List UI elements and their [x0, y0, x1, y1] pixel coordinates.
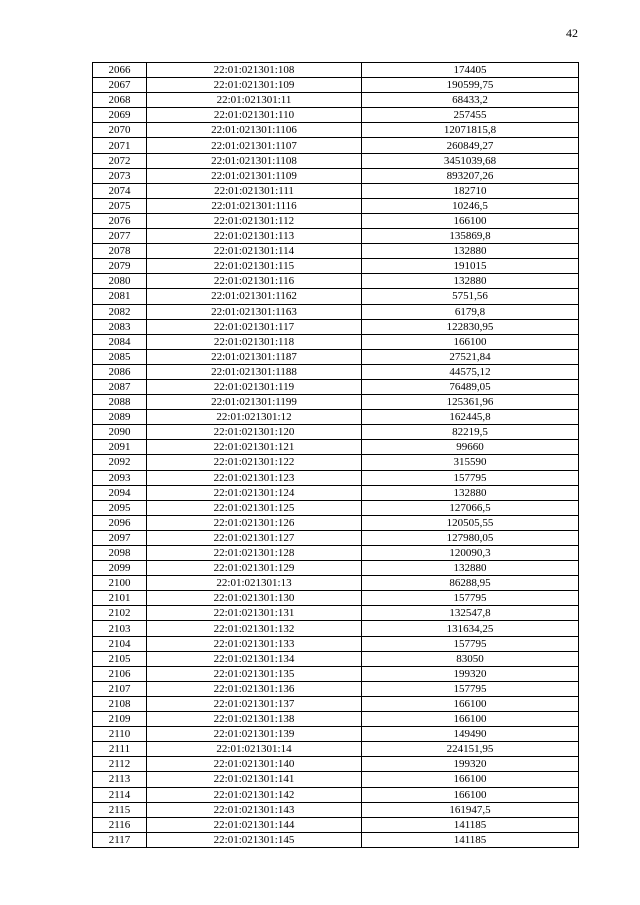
cadastral-number-cell: 22:01:021301:14 — [147, 742, 362, 757]
cadastral-number-cell: 22:01:021301:138 — [147, 712, 362, 727]
table-row — [93, 304, 579, 319]
row-number-cell: 2069 — [93, 108, 147, 123]
table-row — [93, 108, 579, 123]
cadastral-number-cell: 22:01:021301:130 — [147, 591, 362, 606]
value-cell: 157795 — [362, 591, 579, 606]
data-table — [92, 62, 579, 848]
table-row — [93, 666, 579, 681]
table-row — [93, 425, 579, 440]
cadastral-number-cell: 22:01:021301:137 — [147, 696, 362, 711]
table-row — [93, 742, 579, 757]
cadastral-number-cell: 22:01:021301:111 — [147, 183, 362, 198]
table-row — [93, 515, 579, 530]
table-row — [93, 561, 579, 576]
cadastral-number-cell: 22:01:021301:127 — [147, 530, 362, 545]
row-number-cell: 2110 — [93, 727, 147, 742]
row-number-cell: 2097 — [93, 530, 147, 545]
cadastral-number-cell: 22:01:021301:118 — [147, 334, 362, 349]
value-cell: 157795 — [362, 470, 579, 485]
table-row — [93, 651, 579, 666]
row-number-cell: 2103 — [93, 621, 147, 636]
value-cell: 141185 — [362, 832, 579, 847]
value-cell: 120090,3 — [362, 546, 579, 561]
value-cell: 132880 — [362, 274, 579, 289]
row-number-cell: 2112 — [93, 757, 147, 772]
cadastral-number-cell: 22:01:021301:1199 — [147, 395, 362, 410]
table-row — [93, 274, 579, 289]
table-row — [93, 591, 579, 606]
cadastral-number-cell: 22:01:021301:134 — [147, 651, 362, 666]
cadastral-number-cell: 22:01:021301:11 — [147, 93, 362, 108]
row-number-cell: 2111 — [93, 742, 147, 757]
row-number-cell: 2076 — [93, 213, 147, 228]
cadastral-number-cell: 22:01:021301:121 — [147, 440, 362, 455]
value-cell: 131634,25 — [362, 621, 579, 636]
row-number-cell: 2094 — [93, 485, 147, 500]
value-cell: 6179,8 — [362, 304, 579, 319]
row-number-cell: 2066 — [93, 63, 147, 78]
row-number-cell: 2072 — [93, 153, 147, 168]
row-number-cell: 2080 — [93, 274, 147, 289]
table-row — [93, 289, 579, 304]
cadastral-number-cell: 22:01:021301:1116 — [147, 198, 362, 213]
row-number-cell: 2070 — [93, 123, 147, 138]
table-row — [93, 78, 579, 93]
value-cell: 76489,05 — [362, 379, 579, 394]
value-cell: 893207,26 — [362, 168, 579, 183]
cadastral-number-cell: 22:01:021301:119 — [147, 379, 362, 394]
table-row — [93, 470, 579, 485]
row-number-cell: 2104 — [93, 636, 147, 651]
table-row — [93, 606, 579, 621]
row-number-cell: 2095 — [93, 500, 147, 515]
row-number-cell: 2108 — [93, 696, 147, 711]
value-cell: 83050 — [362, 651, 579, 666]
value-cell: 157795 — [362, 636, 579, 651]
cadastral-number-cell: 22:01:021301:110 — [147, 108, 362, 123]
cadastral-number-cell: 22:01:021301:139 — [147, 727, 362, 742]
value-cell: 132880 — [362, 244, 579, 259]
row-number-cell: 2093 — [93, 470, 147, 485]
table-row — [93, 621, 579, 636]
row-number-cell: 2116 — [93, 817, 147, 832]
row-number-cell: 2098 — [93, 546, 147, 561]
table-row — [93, 63, 579, 78]
value-cell: 132547,8 — [362, 606, 579, 621]
cadastral-number-cell: 22:01:021301:1109 — [147, 168, 362, 183]
value-cell: 68433,2 — [362, 93, 579, 108]
table-row — [93, 410, 579, 425]
value-cell: 166100 — [362, 334, 579, 349]
value-cell: 132880 — [362, 561, 579, 576]
value-cell: 12071815,8 — [362, 123, 579, 138]
cadastral-number-cell: 22:01:021301:122 — [147, 455, 362, 470]
table-row — [93, 530, 579, 545]
row-number-cell: 2075 — [93, 198, 147, 213]
table-row — [93, 727, 579, 742]
cadastral-number-cell: 22:01:021301:131 — [147, 606, 362, 621]
table-row — [93, 395, 579, 410]
row-number-cell: 2092 — [93, 455, 147, 470]
table-row — [93, 636, 579, 651]
table-row — [93, 485, 579, 500]
row-number-cell: 2081 — [93, 289, 147, 304]
table-row — [93, 712, 579, 727]
value-cell: 182710 — [362, 183, 579, 198]
table-row — [93, 183, 579, 198]
value-cell: 257455 — [362, 108, 579, 123]
value-cell: 125361,96 — [362, 395, 579, 410]
value-cell: 127980,05 — [362, 530, 579, 545]
table-row — [93, 379, 579, 394]
row-number-cell: 2107 — [93, 681, 147, 696]
table-row — [93, 153, 579, 168]
row-number-cell: 2087 — [93, 379, 147, 394]
table-row — [93, 757, 579, 772]
value-cell: 157795 — [362, 681, 579, 696]
row-number-cell: 2067 — [93, 78, 147, 93]
value-cell: 166100 — [362, 696, 579, 711]
value-cell: 149490 — [362, 727, 579, 742]
cadastral-number-cell: 22:01:021301:1106 — [147, 123, 362, 138]
row-number-cell: 2084 — [93, 334, 147, 349]
table-row — [93, 787, 579, 802]
value-cell: 166100 — [362, 213, 579, 228]
value-cell: 132880 — [362, 485, 579, 500]
cadastral-number-cell: 22:01:021301:133 — [147, 636, 362, 651]
table-row — [93, 168, 579, 183]
cadastral-number-cell: 22:01:021301:123 — [147, 470, 362, 485]
row-number-cell: 2078 — [93, 244, 147, 259]
row-number-cell: 2106 — [93, 666, 147, 681]
value-cell: 141185 — [362, 817, 579, 832]
value-cell: 166100 — [362, 787, 579, 802]
cadastral-number-cell: 22:01:021301:112 — [147, 213, 362, 228]
row-number-cell: 2117 — [93, 832, 147, 847]
table-row — [93, 123, 579, 138]
value-cell: 86288,95 — [362, 576, 579, 591]
cadastral-number-cell: 22:01:021301:1107 — [147, 138, 362, 153]
cadastral-number-cell: 22:01:021301:116 — [147, 274, 362, 289]
value-cell: 3451039,68 — [362, 153, 579, 168]
row-number-cell: 2113 — [93, 772, 147, 787]
table-row — [93, 259, 579, 274]
table-row — [93, 93, 579, 108]
value-cell: 199320 — [362, 757, 579, 772]
cadastral-number-cell: 22:01:021301:1188 — [147, 364, 362, 379]
cadastral-number-cell: 22:01:021301:142 — [147, 787, 362, 802]
cadastral-number-cell: 22:01:021301:126 — [147, 515, 362, 530]
table-row — [93, 229, 579, 244]
cadastral-number-cell: 22:01:021301:125 — [147, 500, 362, 515]
row-number-cell: 2071 — [93, 138, 147, 153]
value-cell: 166100 — [362, 712, 579, 727]
row-number-cell: 2109 — [93, 712, 147, 727]
value-cell: 174405 — [362, 63, 579, 78]
table-row — [93, 198, 579, 213]
cadastral-number-cell: 22:01:021301:13 — [147, 576, 362, 591]
value-cell: 122830,95 — [362, 319, 579, 334]
table-row — [93, 319, 579, 334]
row-number-cell: 2105 — [93, 651, 147, 666]
cadastral-number-cell: 22:01:021301:114 — [147, 244, 362, 259]
value-cell: 5751,56 — [362, 289, 579, 304]
table-row — [93, 138, 579, 153]
row-number-cell: 2099 — [93, 561, 147, 576]
value-cell: 27521,84 — [362, 349, 579, 364]
cadastral-number-cell: 22:01:021301:1108 — [147, 153, 362, 168]
table-row — [93, 500, 579, 515]
cadastral-number-cell: 22:01:021301:140 — [147, 757, 362, 772]
cadastral-number-cell: 22:01:021301:124 — [147, 485, 362, 500]
table-row — [93, 440, 579, 455]
cadastral-number-cell: 22:01:021301:109 — [147, 78, 362, 93]
value-cell: 44575,12 — [362, 364, 579, 379]
table-row — [93, 213, 579, 228]
cadastral-number-cell: 22:01:021301:135 — [147, 666, 362, 681]
table-row — [93, 244, 579, 259]
table-row — [93, 832, 579, 847]
value-cell: 162445,8 — [362, 410, 579, 425]
cadastral-number-cell: 22:01:021301:141 — [147, 772, 362, 787]
table-row — [93, 334, 579, 349]
value-cell: 120505,55 — [362, 515, 579, 530]
cadastral-number-cell: 22:01:021301:117 — [147, 319, 362, 334]
value-cell: 199320 — [362, 666, 579, 681]
cadastral-number-cell: 22:01:021301:12 — [147, 410, 362, 425]
row-number-cell: 2083 — [93, 319, 147, 334]
row-number-cell: 2100 — [93, 576, 147, 591]
cadastral-number-cell: 22:01:021301:144 — [147, 817, 362, 832]
row-number-cell: 2089 — [93, 410, 147, 425]
value-cell: 10246,5 — [362, 198, 579, 213]
value-cell: 260849,27 — [362, 138, 579, 153]
table-row — [93, 681, 579, 696]
value-cell: 190599,75 — [362, 78, 579, 93]
row-number-cell: 2082 — [93, 304, 147, 319]
row-number-cell: 2073 — [93, 168, 147, 183]
row-number-cell: 2077 — [93, 229, 147, 244]
row-number-cell: 2101 — [93, 591, 147, 606]
table-row — [93, 576, 579, 591]
cadastral-number-cell: 22:01:021301:136 — [147, 681, 362, 696]
cadastral-number-cell: 22:01:021301:1163 — [147, 304, 362, 319]
table-row — [93, 772, 579, 787]
row-number-cell: 2091 — [93, 440, 147, 455]
value-cell: 166100 — [362, 772, 579, 787]
value-cell: 224151,95 — [362, 742, 579, 757]
row-number-cell: 2088 — [93, 395, 147, 410]
row-number-cell: 2102 — [93, 606, 147, 621]
page-number: 42 — [566, 26, 578, 40]
row-number-cell: 2090 — [93, 425, 147, 440]
row-number-cell: 2096 — [93, 515, 147, 530]
value-cell: 127066,5 — [362, 500, 579, 515]
value-cell: 315590 — [362, 455, 579, 470]
table-row — [93, 364, 579, 379]
value-cell: 161947,5 — [362, 802, 579, 817]
value-cell: 135869,8 — [362, 229, 579, 244]
cadastral-number-cell: 22:01:021301:108 — [147, 63, 362, 78]
table-row — [93, 349, 579, 364]
cadastral-number-cell: 22:01:021301:128 — [147, 546, 362, 561]
value-cell: 191015 — [362, 259, 579, 274]
cadastral-number-cell: 22:01:021301:113 — [147, 229, 362, 244]
table-body — [93, 63, 579, 848]
value-cell: 99660 — [362, 440, 579, 455]
table-row — [93, 455, 579, 470]
table-row — [93, 546, 579, 561]
row-number-cell: 2085 — [93, 349, 147, 364]
row-number-cell: 2115 — [93, 802, 147, 817]
cadastral-number-cell: 22:01:021301:143 — [147, 802, 362, 817]
value-cell: 82219,5 — [362, 425, 579, 440]
table-row — [93, 802, 579, 817]
cadastral-number-cell: 22:01:021301:145 — [147, 832, 362, 847]
row-number-cell: 2068 — [93, 93, 147, 108]
cadastral-number-cell: 22:01:021301:115 — [147, 259, 362, 274]
cadastral-number-cell: 22:01:021301:129 — [147, 561, 362, 576]
cadastral-number-cell: 22:01:021301:1162 — [147, 289, 362, 304]
cadastral-number-cell: 22:01:021301:132 — [147, 621, 362, 636]
row-number-cell: 2086 — [93, 364, 147, 379]
cadastral-number-cell: 22:01:021301:120 — [147, 425, 362, 440]
cadastral-number-cell: 22:01:021301:1187 — [147, 349, 362, 364]
row-number-cell: 2079 — [93, 259, 147, 274]
table-row — [93, 696, 579, 711]
row-number-cell: 2114 — [93, 787, 147, 802]
row-number-cell: 2074 — [93, 183, 147, 198]
table-row — [93, 817, 579, 832]
